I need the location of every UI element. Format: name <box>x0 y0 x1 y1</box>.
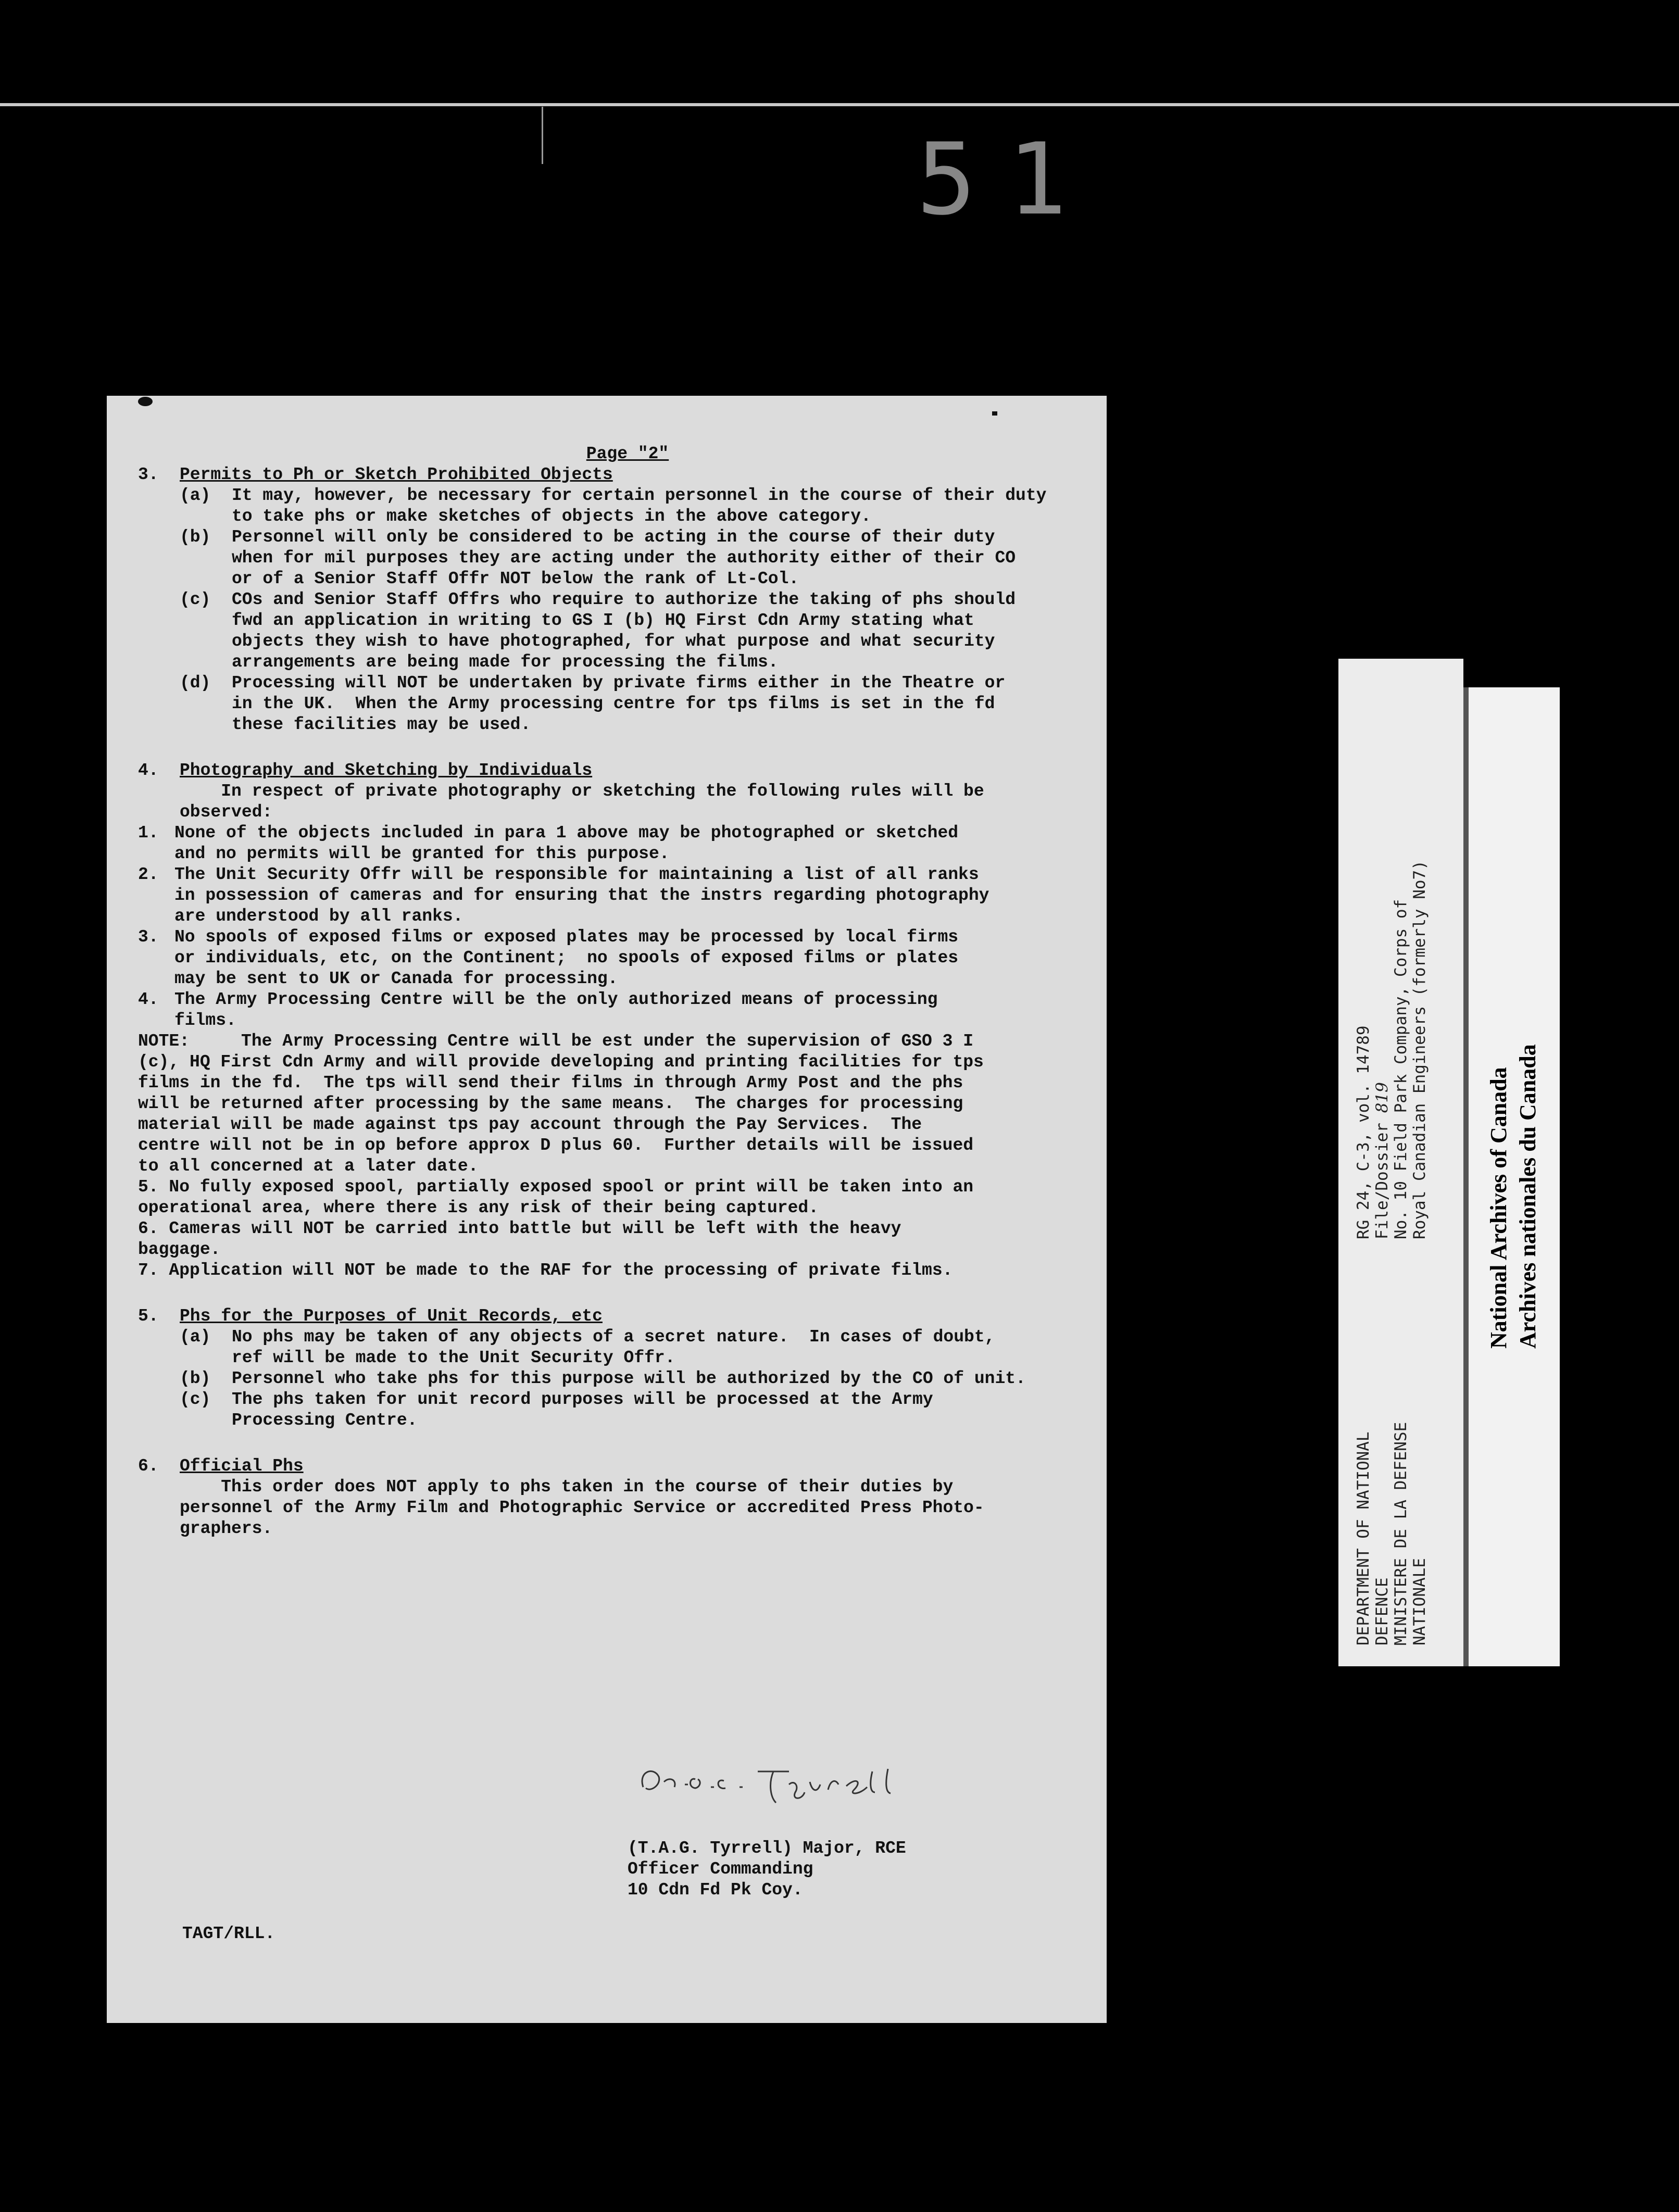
department-text: DEPARTMENT OF NATIONAL DEFENCE MINISTERE DE LA DEFENSE NATIONALE <box>1354 1422 1429 1645</box>
film-tick-mark <box>542 107 543 164</box>
item-label: 1. <box>138 823 159 843</box>
section-title: Official Phs <box>180 1456 304 1476</box>
section-number: 5. <box>138 1306 159 1326</box>
list-item <box>138 864 1086 927</box>
item-label: 4. <box>138 990 159 1009</box>
item-label: 3. <box>138 927 159 947</box>
document-body <box>138 444 1086 1539</box>
item-label: 2. <box>138 865 159 884</box>
rules-continued: 5. No fully exposed spool, partially exposed spool or print will be taken into an operational area, where there is any risk of their being captured. 6. Cameras will NOT be carried into battle but will be left with the heavy baggage. 7. Application will NOT be made to the RAF for the processing of private films. <box>138 1177 974 1280</box>
item-text: None of the objects included in para 1 above may be photographed or sketched and no permits will be granted for this purpose. <box>174 823 959 863</box>
item-label: (c) <box>180 590 211 609</box>
file-label: File/Dossier <box>1373 1113 1392 1239</box>
list-item <box>138 1368 1086 1389</box>
section-title: Photography and Sketching by Individuals <box>180 761 593 780</box>
item-text: It may, however, be necessary for certain personnel in the course of their duty to take phs or make sketches of objects in the above category. <box>232 486 1047 526</box>
section-number: 3. <box>138 465 159 484</box>
unit-name: No. 10 Field Park Company, Corps of <box>1392 899 1410 1239</box>
file-reference <box>1354 860 1429 1239</box>
section-body: This order does NOT apply to phs taken in the course of their duties by personnel of the Army Film and Photographic Service or accredited Press Photo- graphers. <box>180 1477 984 1538</box>
item-text: COs and Senior Staff Offrs who require to authorize the taking of phs should fwd an application in writing to GS I (b) HQ First Cdn Army stating what objects they wish to have photographed, for what purpose and what security arrangements are being made for processing the films. <box>232 590 1016 672</box>
page-speck <box>138 397 153 406</box>
film-border-line <box>0 103 1679 106</box>
signature-block: (T.A.G. Tyrrell) Major, RCE Officer Commanding 10 Cdn Fd Pk Coy. <box>628 1839 906 1900</box>
section-number: 6. <box>138 1456 159 1476</box>
item-text: The phs taken for unit record purposes will be processed at the Army Processing Centre. <box>232 1390 933 1430</box>
list-item <box>138 823 1086 864</box>
item-label: (a) <box>180 486 211 505</box>
section-6 <box>138 1456 1086 1539</box>
file-number: 819 <box>1373 1082 1392 1113</box>
list-item <box>138 589 1086 673</box>
unit-name-cont: Royal Canadian Engineers (formerly No7) <box>1410 860 1429 1239</box>
page-speck <box>992 411 997 416</box>
item-text: Personnel will only be considered to be acting in the course of their duty when for mil purposes they are acting under the authority either of their CO or of a Senior Staff Offr NOT below the rank of Lt-Col. <box>232 527 1016 588</box>
archive-name-en: National Archives of Canada <box>1486 1067 1511 1349</box>
record-group: RG 24, C-3, vol. 14789 <box>1354 1025 1373 1239</box>
archive-reference-stamp <box>1338 659 1463 1666</box>
reference-code: TAGT/RLL. <box>182 1924 275 1943</box>
list-item <box>138 673 1086 735</box>
item-label: (a) <box>180 1327 211 1347</box>
item-text: Processing will NOT be undertaken by private firms either in the Theatre or in the UK. When the Army processing centre for tps films is set in the fd these facilities may be used. <box>232 673 1006 734</box>
national-archives-label <box>1469 687 1560 1666</box>
list-item <box>138 989 1086 1031</box>
section-5 <box>138 1306 1086 1431</box>
document-page <box>107 396 1107 2023</box>
list-item <box>138 927 1086 989</box>
item-text: The Unit Security Offr will be responsible for maintaining a list of all ranks in possession of cameras and for ensuring that the instrs regarding photography are understood by all ranks. <box>174 865 989 926</box>
list-item <box>138 1327 1086 1368</box>
list-item <box>138 485 1086 527</box>
frame-number: 51 <box>917 122 1098 237</box>
item-text: Personnel who take phs for this purpose will be authorized by the CO of unit. <box>232 1369 1026 1388</box>
section-number: 4. <box>138 761 159 780</box>
section-title: Permits to Ph or Sketch Prohibited Objects <box>180 465 613 484</box>
note-paragraph: NOTE: The Army Processing Centre will be est under the supervision of GSO 3 I (c), HQ First Cdn Army and will provide developing and printing facilities for tps films in the fd. The tps will send their films in through Army Post and the phs will be returned after processing by the same means. The charges for processing material will be made against tps pay account through the Pay Services. The centre will not be in op before approx D plus 60. Further details will be issued to all concerned at a later date. <box>138 1032 984 1176</box>
handwritten-signature <box>633 1756 924 1813</box>
list-item <box>138 527 1086 589</box>
item-text: The Army Processing Centre will be the only authorized means of processing films. <box>174 990 938 1030</box>
item-label: (c) <box>180 1390 211 1409</box>
list-item <box>138 1389 1086 1431</box>
archive-name-fr: Archives nationales du Canada <box>1515 1044 1540 1349</box>
page-title: Page "2" <box>586 444 669 463</box>
item-text: No phs may be taken of any objects of a secret nature. In cases of doubt, ref will be made to the Unit Security Offr. <box>232 1327 995 1367</box>
item-label: (b) <box>180 1369 211 1388</box>
item-label: (b) <box>180 527 211 547</box>
section-intro: In respect of private photography or sketching the following rules will be observed: <box>180 782 984 822</box>
section-4 <box>138 760 1086 1281</box>
item-text: No spools of exposed films or exposed plates may be processed by local firms or individuals, etc, on the Continent; no spools of exposed films or plates may be sent to UK or Canada for processing. <box>174 927 959 988</box>
section-3 <box>138 464 1086 735</box>
item-label: (d) <box>180 673 211 693</box>
section-title: Phs for the Purposes of Unit Records, etc <box>180 1306 603 1326</box>
